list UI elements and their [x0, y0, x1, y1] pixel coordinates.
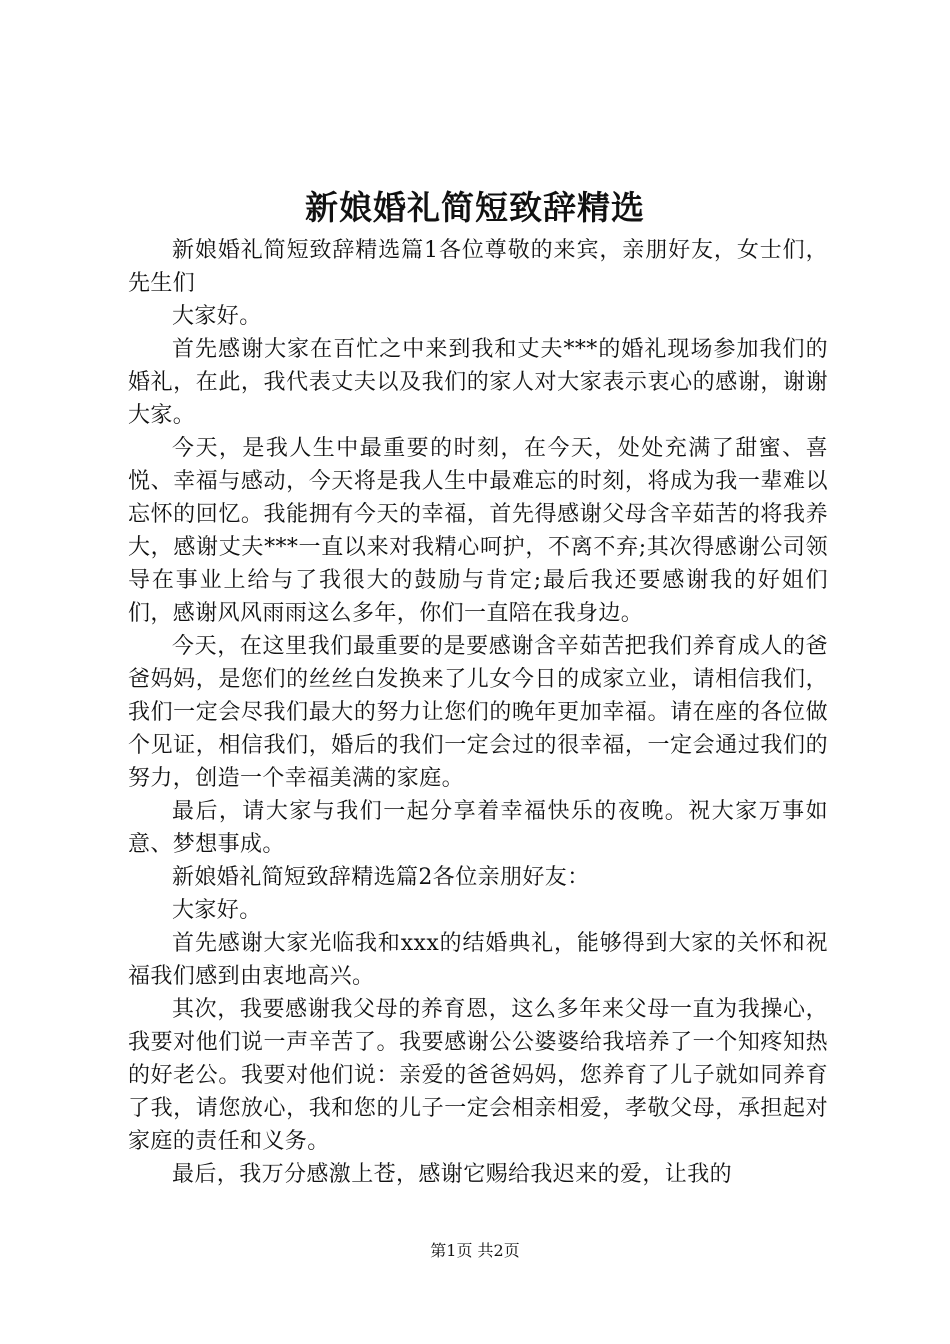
paragraph: 最后，请大家与我们一起分享着幸福快乐的夜晚。祝大家万事如意、梦想事成。: [128, 799, 828, 857]
paragraph: 新娘婚礼简短致辞精选篇2各位亲朋好友：: [172, 865, 590, 890]
paragraph: 首先感谢大家在百忙之中来到我和丈夫***的婚礼现场参加我们的婚礼，在此，我代表丈夫以及我们的家人对大家表示衷心的感谢，谢谢大家。: [128, 337, 828, 428]
document-title: 新娘婚礼简短致辞精选: [305, 188, 645, 227]
paragraph: 大家好。: [172, 304, 262, 329]
document-body: [128, 234, 828, 1191]
paragraph: 大家好。: [172, 898, 262, 923]
paragraph: 新娘婚礼简短致辞精选篇1各位尊敬的来宾，亲朋好友，女士们，先生们: [128, 238, 828, 296]
paragraph: 最后，我万分感激上苍，感谢它赐给我迟来的爱，让我的: [172, 1162, 733, 1187]
paragraph: 今天，在这里我们最重要的是要感谢含辛茹苦把我们养育成人的爸爸妈妈，是您们的丝丝白发换来了儿女今日的成家立业，请相信我们，我们一定会尽我们最大的努力让您们的晚年更加幸福。请在座的各位做个见证，相信我们，婚后的我们一定会过的很幸福，一定会通过我们的努力，创造一个幸福美满的家庭。: [128, 634, 828, 791]
paragraph: 今天，是我人生中最重要的时刻，在今天，处处充满了甜蜜、喜悦、幸福与感动，今天将是我人生中最难忘的时刻，将成为我一辈难以忘怀的回忆。我能拥有今天的幸福，首先得感谢父母含辛茹苦的将我养大，感谢丈夫***一直以来对我精心呵护，不离不弃;其次得感谢公司领导在事业上给与了我很大的鼓励与肯定;最后我还要感谢我的好姐们们，感谢风风雨雨这么多年，你们一直陪在我身边。: [128, 436, 828, 626]
paragraph: 其次，我要感谢我父母的养育恩，这么多年来父母一直为我操心，我要对他们说一声辛苦了。我要感谢公公婆婆给我培养了一个知疼知热的好老公。我要对他们说：亲爱的爸爸妈妈，您养育了儿子就如同养育了我，请您放心，我和您的儿子一定会相亲相爱，孝敬父母，承担起对家庭的责任和义务。: [128, 997, 828, 1154]
paragraph: 首先感谢大家光临我和xxx的结婚典礼，能够得到大家的关怀和祝福我们感到由衷地高兴。: [128, 931, 828, 989]
page-number-footer: 第1页 共2页: [430, 1241, 520, 1260]
